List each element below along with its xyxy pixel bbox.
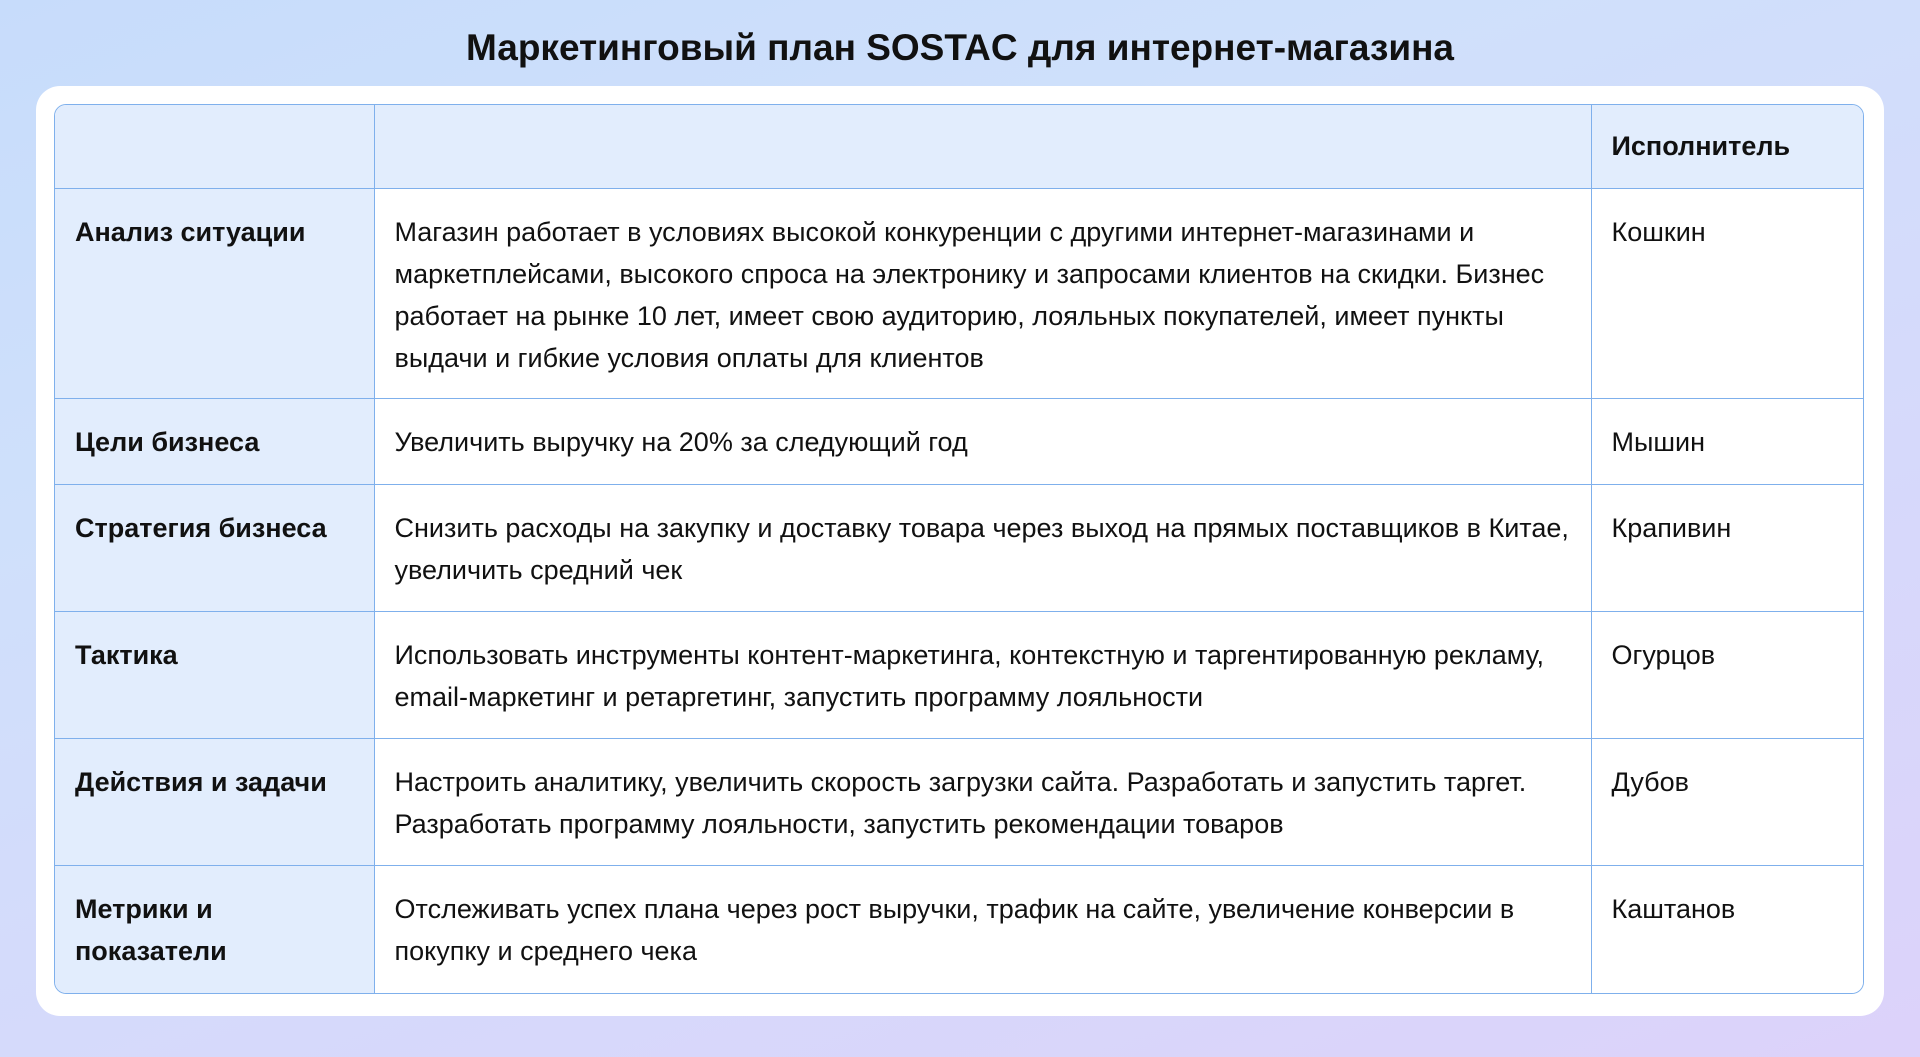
row-stage: Метрики и показатели [55,866,374,993]
row-owner: Крапивин [1591,484,1863,611]
header-description [374,105,1591,188]
sostac-table [55,105,1863,993]
row-owner: Каштанов [1591,866,1863,993]
row-stage: Анализ ситуации [55,188,374,398]
table-row [55,484,1863,611]
table-row [55,739,1863,866]
row-description: Использовать инструменты контент-маркетинга, контекстную и таргентированную рекламу, email-маркетинг и ретаргетинг, запустить программу лояльности [374,612,1591,739]
table-card [36,86,1884,1016]
row-owner: Кошкин [1591,188,1863,398]
row-owner: Мышин [1591,398,1863,484]
row-owner: Огурцов [1591,612,1863,739]
row-stage: Действия и задачи [55,739,374,866]
table-header-row [55,105,1863,188]
table-container [54,104,1864,994]
page-title: Маркетинговый план SOSTAC для интернет-магазина [465,27,1455,68]
row-description: Настроить аналитику, увеличить скорость загрузки сайта. Разработать и запустить таргет. Разработать программу лояльности, запустить рекомендации товаров [374,739,1591,866]
table-row [55,866,1863,993]
table-row [55,612,1863,739]
header-stage [55,105,374,188]
row-stage: Тактика [55,612,374,739]
row-description: Снизить расходы на закупку и доставку товара через выход на прямых поставщиков в Китае, увеличить средний чек [374,484,1591,611]
row-owner: Дубов [1591,739,1863,866]
row-description: Увеличить выручку на 20% за следующий год [374,398,1591,484]
row-stage: Цели бизнеса [55,398,374,484]
row-stage: Стратегия бизнеса [55,484,374,611]
header-owner: Исполнитель [1591,105,1863,188]
table-row [55,398,1863,484]
table-row [55,188,1863,398]
row-description: Магазин работает в условиях высокой конкуренции с другими интернет-магазинами и маркетплейсами, высокого спроса на электронику и запросами клиентов на скидки. Бизнес работает на рынке 10 лет, имеет свою аудиторию, лояльных покупателей, имеет пункты выдачи и гибкие условия оплаты для клиентов [374,188,1591,398]
row-description: Отслеживать успех плана через рост выручки, трафик на сайте, увеличение конверсии в покупку и среднего чека [374,866,1591,993]
